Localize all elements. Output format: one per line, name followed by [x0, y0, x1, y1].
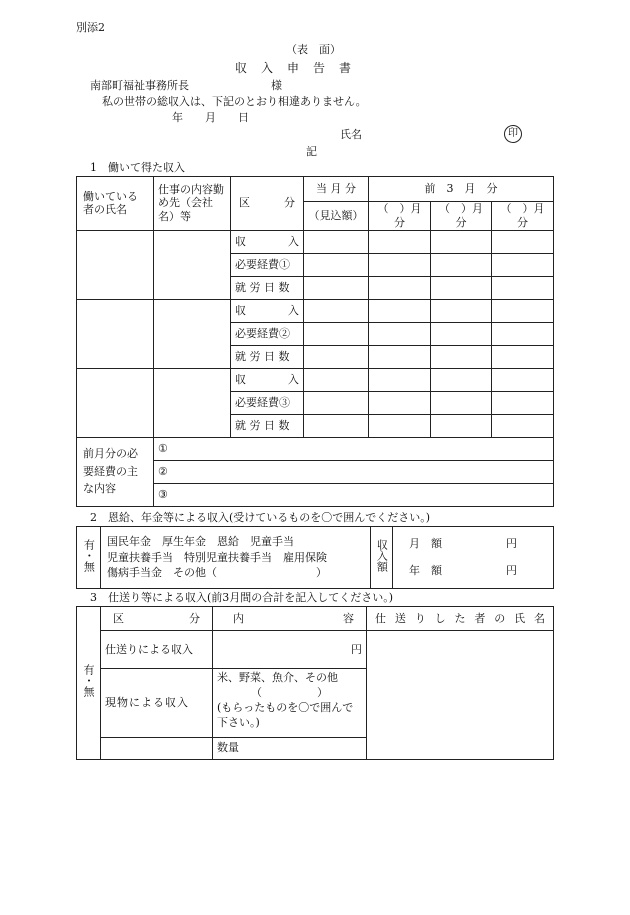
- worker1-income-m3[interactable]: [492, 230, 554, 253]
- worker2-income-m3[interactable]: [492, 299, 554, 322]
- worker3-expense-m1[interactable]: [369, 391, 431, 414]
- pension-table: [76, 526, 554, 589]
- worker2-days-current[interactable]: [304, 345, 369, 368]
- worker2-expense-m3[interactable]: [492, 322, 554, 345]
- worker1-days-m1[interactable]: [369, 276, 431, 299]
- worker3-days-current[interactable]: [304, 414, 369, 437]
- header-worker-name: 働いている者の氏名: [77, 177, 154, 231]
- worker3-expense-m3[interactable]: [492, 391, 554, 414]
- worker2-job-cell[interactable]: [154, 299, 231, 368]
- header-current-month: 当 月 分: [304, 177, 369, 202]
- worker3-expense-current[interactable]: [304, 391, 369, 414]
- name-label: 氏名: [340, 128, 362, 141]
- worker2-expense-m1[interactable]: [369, 322, 431, 345]
- worker3-income-m3[interactable]: [492, 368, 554, 391]
- header-month-1[interactable]: （ ）月分: [369, 202, 431, 231]
- date-field[interactable]: 年 月 日: [172, 111, 249, 124]
- in-kind-note: (もらったものを〇で囲んで下さい。): [217, 700, 354, 729]
- section2-title: 2 恩給、年金等による収入(受けているものを〇で囲んでください。): [90, 511, 431, 524]
- addressee: 南部町福祉事務所長: [90, 79, 189, 92]
- remit-income-yen[interactable]: 円: [213, 631, 367, 669]
- expense-detail-label: 前月分の必要経費の主な内容: [77, 437, 154, 506]
- monthly-label: 月 額: [409, 537, 442, 551]
- remit-income-label: 仕送りによる収入: [101, 631, 213, 669]
- yearly-label: 年 額: [409, 563, 442, 577]
- in-kind-items[interactable]: 米、野菜、魚介、その他: [217, 671, 338, 684]
- worker3-days-m3[interactable]: [492, 414, 554, 437]
- worker1-expense-m1[interactable]: [369, 253, 431, 276]
- worker3-income-label: 収 入: [231, 368, 304, 391]
- worker1-income-current[interactable]: [304, 230, 369, 253]
- section3-title: 3 仕送り等による収入(前3月間の合計を記入してください。): [90, 591, 394, 604]
- header-prev-3-months: 前 3 月 分: [369, 177, 554, 202]
- header-kubun: 区 分: [231, 177, 304, 231]
- worker2-income-m2[interactable]: [431, 299, 492, 322]
- worker3-name-cell[interactable]: [77, 368, 154, 437]
- worker1-expense-current[interactable]: [304, 253, 369, 276]
- page-title: 収 入 申 告 書: [235, 61, 353, 75]
- worker1-job-cell[interactable]: [154, 230, 231, 299]
- worker1-income-m2[interactable]: [431, 230, 492, 253]
- yearly-yen[interactable]: 円: [506, 563, 517, 577]
- worker1-income-label: 収 入: [231, 230, 304, 253]
- worker1-days-m2[interactable]: [431, 276, 492, 299]
- header-remit-content: 内 容: [213, 607, 367, 631]
- worker1-expense-m2[interactable]: [431, 253, 492, 276]
- quantity-field[interactable]: 数量: [213, 737, 367, 759]
- worker2-days-m3[interactable]: [492, 345, 554, 368]
- attachment-label: 別添2: [76, 21, 105, 34]
- worker1-days-current[interactable]: [304, 276, 369, 299]
- worker2-income-current[interactable]: [304, 299, 369, 322]
- worker2-days-m1[interactable]: [369, 345, 431, 368]
- worker3-expense-label: 必要経費③: [231, 391, 304, 414]
- worker1-expense-label: 必要経費①: [231, 253, 304, 276]
- worker3-income-m1[interactable]: [369, 368, 431, 391]
- header-month-3[interactable]: （ ）月分: [492, 202, 554, 231]
- worker2-days-label: 就 労 日 数: [231, 345, 304, 368]
- worker2-expense-current[interactable]: [304, 322, 369, 345]
- worker2-expense-label: 必要経費②: [231, 322, 304, 345]
- worker2-income-m1[interactable]: [369, 299, 431, 322]
- worker2-name-cell[interactable]: [77, 299, 154, 368]
- seal-icon: 印: [504, 125, 522, 143]
- worker2-expense-m2[interactable]: [431, 322, 492, 345]
- worker1-income-m1[interactable]: [369, 230, 431, 253]
- worker2-income-label: 収 入: [231, 299, 304, 322]
- expense-detail-1[interactable]: ①: [154, 437, 554, 460]
- worker3-job-cell[interactable]: [154, 368, 231, 437]
- pension-yumu[interactable]: 有・無: [82, 539, 96, 573]
- expense-detail-3[interactable]: ③: [154, 483, 554, 506]
- worker3-expense-m2[interactable]: [431, 391, 492, 414]
- worker3-days-m1[interactable]: [369, 414, 431, 437]
- worker1-name-cell[interactable]: [77, 230, 154, 299]
- statement: 私の世帯の総収入は、下記のとおり相違ありません。: [102, 95, 367, 108]
- monthly-yen[interactable]: 円: [506, 537, 517, 551]
- pension-types-line1[interactable]: 国民年金 厚生年金 恩給 児童手当: [107, 534, 294, 548]
- income-amount-label: 収入額: [375, 539, 389, 573]
- header-current-sub: （見込額）: [304, 202, 369, 231]
- worker3-days-m2[interactable]: [431, 414, 492, 437]
- worker3-days-label: 就 労 日 数: [231, 414, 304, 437]
- remit-yumu[interactable]: 有・無: [82, 664, 95, 698]
- worker1-days-m3[interactable]: [492, 276, 554, 299]
- header-remit-sender: 仕送りした者の氏名: [367, 607, 554, 631]
- ki-label: 記: [306, 145, 317, 158]
- header-remit-kubun: 区 分: [101, 607, 213, 631]
- remittance-table: [76, 606, 554, 760]
- work-income-table: [76, 176, 554, 507]
- header-month-2[interactable]: （ ）月分: [431, 202, 492, 231]
- pension-types-line3[interactable]: 傷病手当金 その他（ ）: [107, 566, 327, 580]
- in-kind-other[interactable]: （ ）: [251, 685, 328, 699]
- header-job: 仕事の内容勤め先（会社名）等: [154, 177, 231, 231]
- worker2-days-m2[interactable]: [431, 345, 492, 368]
- in-kind-label: 現物による収入: [101, 669, 213, 738]
- honorific: 様: [271, 79, 282, 92]
- expense-detail-2[interactable]: ②: [154, 460, 554, 483]
- worker3-income-m2[interactable]: [431, 368, 492, 391]
- worker1-expense-m3[interactable]: [492, 253, 554, 276]
- pension-types-line2[interactable]: 児童扶養手当 特別児童扶養手当 雇用保険: [107, 550, 327, 564]
- side-label: （表 面）: [286, 43, 341, 56]
- worker1-days-label: 就 労 日 数: [231, 276, 304, 299]
- worker3-income-current[interactable]: [304, 368, 369, 391]
- section1-title: 1 働いて得た収入: [90, 161, 185, 174]
- sender-name-cell[interactable]: [367, 631, 554, 760]
